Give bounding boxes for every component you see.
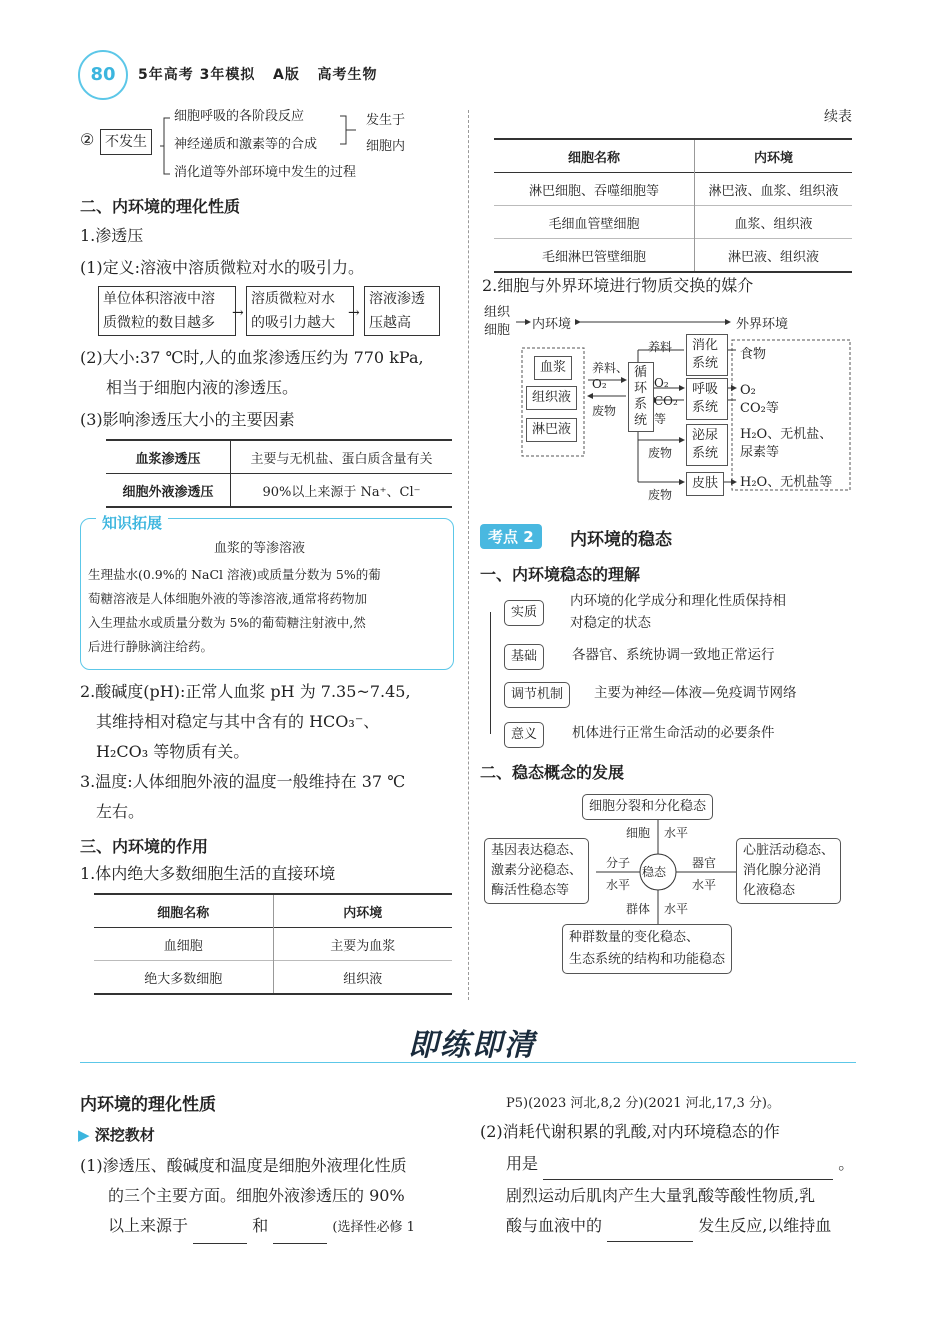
diag-o2co2: O₂ CO₂等 (654, 376, 678, 426)
cont-row1-cell: 淋巴细胞、吞噬细胞等 (494, 173, 694, 206)
dev-bot-l: 群体 (626, 902, 651, 916)
dev-left-3: 酶活性稳态等 (491, 883, 570, 898)
mm-key-1: 实质 (504, 600, 544, 626)
practice-tag-text: 深挖教材 (94, 1126, 155, 1144)
q2-line2 (506, 1148, 854, 1180)
knowledge-line2: 萄糖溶液是人体细胞外液的等渗溶液,通常将药物加 (88, 591, 367, 606)
cont-row2-env: 血浆、组织液 (734, 216, 813, 232)
ph-line3: H₂CO₃ 等物质有关。 (96, 742, 250, 761)
item2-line3: 消化道等外部环境中发生的过程 (174, 165, 357, 180)
knowledge-line4: 后进行静脉滴注给药。 (88, 639, 214, 654)
diag-nutrient: 养料 (648, 340, 673, 354)
item2-result2: 细胞内 (366, 139, 406, 154)
dev-top: 细胞分裂和分化稳态 (582, 794, 713, 820)
diag-skin-out: H₂O、无机盐等 (740, 475, 833, 490)
q1-text-a: 以上来源于 (108, 1216, 189, 1235)
diag-urine-out: H₂O、无机盐、尿素等 (740, 427, 833, 460)
knowledge-line3: 入生理盐水或质量分数为 5%的葡萄糖注射液中,然 (88, 615, 366, 630)
kp2-badge: 考点 2 (480, 524, 542, 549)
factor-row2-val: 90%以上来源于 Na⁺、Cl⁻ (262, 484, 421, 500)
diag-tissue: 组织液 (526, 386, 577, 410)
diag-skin: 皮肤 (686, 472, 724, 496)
diag-co2: CO₂等 (740, 401, 779, 416)
q2-text-a: 用是 (506, 1154, 539, 1173)
cont-table (494, 138, 852, 273)
sec3-title: 三、内环境的作用 (80, 837, 209, 856)
cont-header-cell: 细胞名称 (494, 139, 694, 173)
diag-plasma: 血浆 (534, 356, 572, 380)
page-number: 80 (78, 50, 128, 100)
book-title: 5年高考 3年模拟 (138, 67, 256, 83)
practice-banner (408, 1020, 536, 1064)
running-header (138, 64, 377, 84)
knowledge-line1: 生理盐水(0.9%的 NaCl 溶液)或质量分数为 5%的葡 (88, 567, 381, 582)
env-row1-cell: 血细胞 (94, 928, 273, 961)
sec2-title: 二、内环境的理化性质 (80, 197, 241, 216)
column-divider (468, 110, 469, 1000)
kp2-title: 内环境的稳态 (570, 530, 672, 550)
edition: A版 (272, 67, 300, 83)
q2-line4 (506, 1210, 831, 1242)
item2-brace2 (338, 110, 368, 150)
q2-line1: (2)消耗代谢积累的乳酸,对内环境稳态的作 (480, 1122, 780, 1141)
item2-line1: 细胞呼吸的各阶段反应 (174, 109, 305, 124)
dev-bottom-1: 种群数量的变化稳态、 (569, 930, 700, 945)
mm-key-3: 调节机制 (504, 682, 570, 708)
env-table (94, 893, 452, 995)
flow-box-3 (364, 286, 440, 336)
env-row2-cell: 绝大多数细胞 (94, 961, 273, 995)
subject: 高考生物 (317, 67, 378, 83)
diag-cell: 组织细胞 (484, 305, 511, 338)
factor-row1-key: 血浆渗透压 (106, 440, 231, 474)
sub1-title: 一、内环境稳态的理解 (480, 565, 641, 584)
medium-title: 2.细胞与外界环境进行物质交换的媒介 (482, 276, 754, 295)
cont-row3-cell: 毛细淋巴管壁细胞 (494, 239, 694, 273)
env-header-cell: 细胞名称 (94, 894, 273, 928)
flow-3b: 压越高 (369, 315, 411, 331)
dev-left-l1: 分子 (606, 856, 631, 870)
flow-1b: 质微粒的数目越多 (103, 315, 215, 331)
mm-val-1b: 对稳定的状态 (570, 615, 651, 631)
mm-key-2: 基础 (504, 644, 544, 670)
dev-left-1: 基因表达稳态、 (491, 843, 583, 858)
cont-row2-cell: 毛细血管壁细胞 (494, 206, 694, 239)
q1-blank-1[interactable] (193, 1225, 247, 1244)
continued-label: 续表 (824, 109, 852, 125)
mm-key-4: 意义 (504, 722, 544, 748)
diag-food: 食物 (740, 347, 767, 362)
mm-val-2: 各器官、系统协调一致地正常运行 (572, 647, 775, 663)
diag-waste3: 废物 (648, 488, 673, 502)
q1-line3 (108, 1210, 415, 1244)
q2-blank-1[interactable] (543, 1161, 833, 1180)
flow-arrow-2: → (348, 305, 360, 321)
temp-line2: 左右。 (96, 802, 145, 821)
dev-left-l2: 水平 (606, 878, 631, 892)
dev-left (484, 838, 589, 904)
osm-def: (1)定义:溶液中溶质微粒对水的吸引力。 (80, 258, 365, 277)
flow-1a: 单位体积溶液中溶 (103, 291, 215, 307)
diag-inner: 内环境 (532, 317, 572, 332)
q2-text-d: 发生反应,以维持血 (698, 1216, 832, 1235)
temp-line1: 3.温度:人体细胞外液的温度一般维持在 37 ℃ (80, 772, 406, 791)
item2-num: ② (80, 130, 95, 149)
dev-center: 稳态 (642, 865, 667, 879)
diag-urine: 泌尿系统 (686, 424, 728, 466)
dev-top-l: 细胞 (626, 826, 651, 840)
practice-title: 内环境的理化性质 (80, 1095, 216, 1115)
dev-left-2: 激素分泌稳态、 (491, 863, 583, 878)
env-title: 1.体内绝大多数细胞生活的直接环境 (80, 864, 336, 883)
dev-right-1: 心脏活动稳态、 (743, 843, 835, 858)
factor-table (106, 439, 452, 508)
practice-banner-text: 即练即清 (408, 1028, 536, 1063)
ph-line1: 2.酸碱度(pH):正常人血浆 pH 为 7.35~7.45, (80, 682, 411, 701)
q1-line1: (1)渗透压、酸碱度和温度是细胞外液理化性质 (80, 1156, 407, 1175)
mm-spine (490, 612, 505, 734)
knowledge-title: 知识拓展 (96, 512, 168, 533)
diag-waste2: 废物 (648, 446, 673, 460)
flow-2a: 溶质微粒对水 (251, 291, 335, 307)
dev-bot-r: 水平 (664, 902, 689, 916)
diag-circ: 循环系统 (628, 362, 654, 432)
flow-box-2 (246, 286, 354, 336)
dev-right-l1: 器官 (692, 856, 717, 870)
factor-row2-key: 细胞外液渗透压 (106, 474, 231, 508)
dev-right (736, 838, 841, 904)
dev-right-3: 化液稳态 (743, 883, 796, 898)
ph-line2: 其维持相对稳定与其中含有的 HCO₃⁻、 (96, 712, 380, 731)
item2-result1: 发生于 (366, 113, 406, 128)
knowledge-subtitle: 血浆的等渗溶液 (214, 541, 306, 556)
diag-waste1: 废物 (592, 404, 617, 418)
mm-val-3: 主要为神经—体液—免疫调节网络 (594, 685, 797, 701)
diag-o2: O₂ (740, 383, 756, 398)
item2-line2: 神经递质和激素等的合成 (174, 137, 318, 152)
osm-title: 1.渗透压 (80, 226, 144, 245)
q1-text-b: 和 (252, 1216, 269, 1235)
q1-blank-2[interactable] (273, 1225, 327, 1244)
env-row2-env: 组织液 (343, 971, 383, 987)
size-line1: (2)大小:37 ℃时,人的血浆渗透压约为 770 kPa, (80, 348, 424, 367)
sub2-title: 二、稳态概念的发展 (480, 763, 625, 782)
diag-digest: 消化系统 (686, 334, 728, 376)
factor-title: (3)影响渗透压大小的主要因素 (80, 410, 295, 429)
mm-val-1a: 内环境的化学成分和理化性质保持相 (570, 593, 786, 609)
flow-3a: 溶液渗透 (369, 291, 425, 307)
tag-arrow-icon: ▶ (78, 1126, 90, 1144)
q2-line3: 剧烈运动后肌肉产生大量乳酸等酸性物质,乳 (506, 1186, 816, 1205)
flow-box-1 (98, 286, 236, 336)
practice-tag (78, 1124, 155, 1145)
flow-2b: 的吸引力越大 (251, 315, 335, 331)
size-line2: 相当于细胞内液的渗透压。 (106, 378, 299, 397)
flow-arrow-1: → (232, 305, 244, 321)
diag-lymph: 淋巴液 (526, 418, 577, 442)
dev-bottom-2: 生态系统的结构和功能稳态 (569, 952, 726, 967)
cont-row3-env: 淋巴液、组织液 (727, 249, 819, 265)
cont-header-env: 内环境 (753, 150, 793, 166)
dev-right-2: 消化腺分泌消 (743, 863, 822, 878)
dev-top-r: 水平 (664, 826, 689, 840)
diag-resp: 呼吸系统 (686, 378, 728, 420)
diag-outer: 外界环境 (736, 317, 789, 332)
q1-source: (选择性必修 1 (332, 1220, 415, 1235)
item2-label: 不发生 (100, 129, 152, 155)
q1-line2: 的三个主要方面。细胞外液渗透压的 90% (108, 1186, 405, 1205)
dev-bottom (562, 924, 732, 974)
env-row1-env: 主要为血浆 (330, 938, 396, 954)
dev-right-l2: 水平 (692, 878, 717, 892)
q2-blank-2[interactable] (607, 1223, 693, 1242)
diag-nut-o2: 养料、O₂ (592, 361, 629, 391)
q2-text-b: 。 (838, 1154, 855, 1173)
cont-row1-env: 淋巴液、血浆、组织液 (708, 183, 839, 199)
q1-cont: P5)(2023 河北,8,2 分)(2021 河北,17,3 分)。 (506, 1096, 780, 1111)
q2-text-c: 酸与血液中的 (506, 1216, 603, 1235)
mm-val-4: 机体进行正常生命活动的必要条件 (572, 725, 775, 741)
env-header-env: 内环境 (343, 905, 383, 921)
factor-row1-val: 主要与无机盐、蛋白质含量有关 (250, 451, 433, 467)
